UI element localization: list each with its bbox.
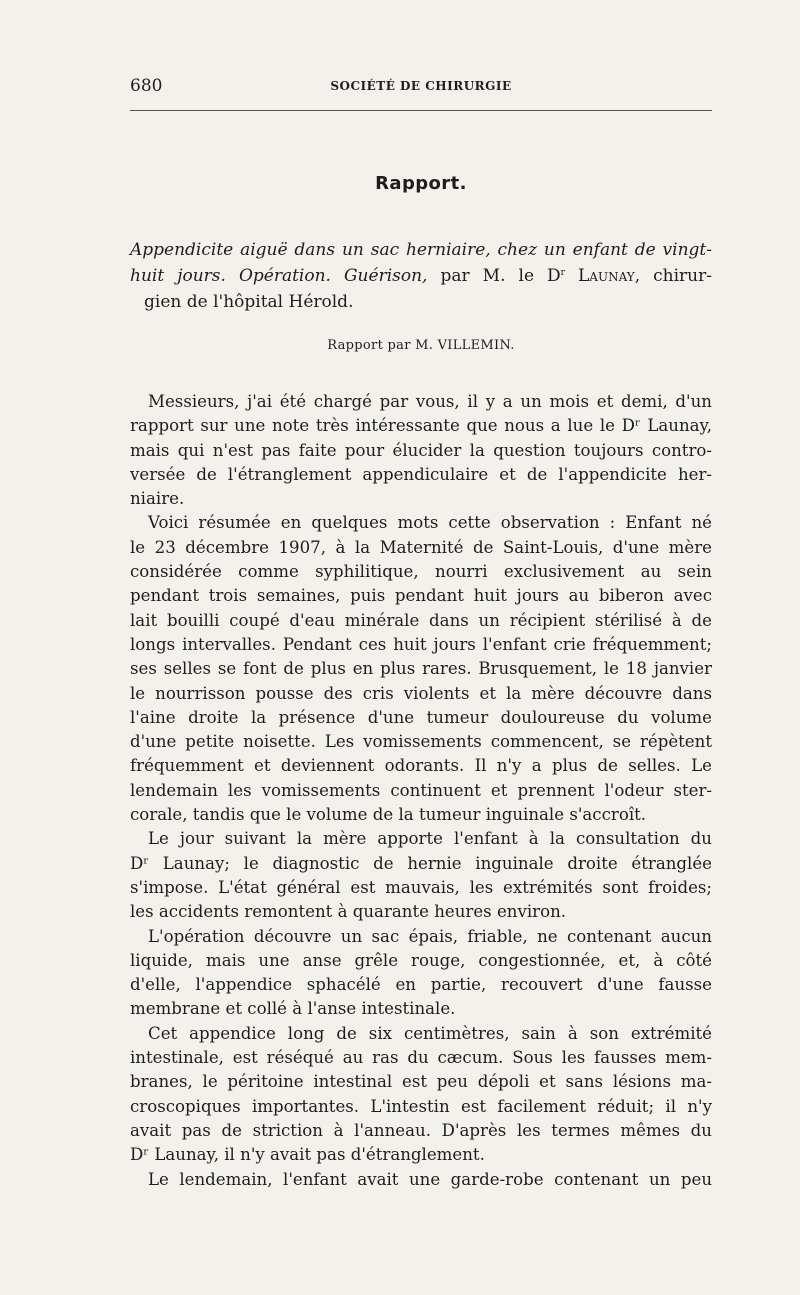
text-line: liquide, mais une anse grêle rouge, congestionnée, et, à côté <box>130 950 712 970</box>
text-line: corale, tandis que le volume de la tumeur inguinale s'accroît. <box>130 805 647 825</box>
text-line: l'aine droite la présence d'une tumeur douloureuse du volume <box>130 707 712 727</box>
paragraph <box>130 925 712 1022</box>
text-line: mais qui n'est pas faite pour élucider la question toujours contro- <box>130 440 712 460</box>
text-line: versée de l'étranglement appendiculaire et de l'appendicite her- <box>130 464 712 484</box>
text-line: niaire. <box>130 489 185 509</box>
report-title-author: Launay <box>564 266 635 286</box>
text-line: d'une petite noisette. Les vomissements commencent, se répètent <box>130 732 712 752</box>
text-line: longs intervalles. Pendant ces huit jours l'enfant crie fréquemment; <box>130 634 712 654</box>
text-line: s'impose. L'état général est mauvais, les extrémités sont froides; <box>130 877 712 897</box>
text-line: intestinale, est réséqué au ras du cæcum. Sous les fausses mem- <box>130 1048 712 1068</box>
text-line: les accidents remontent à quarante heures environ. <box>130 902 567 922</box>
page-number: 680 <box>130 76 163 96</box>
report-title-line-3: gien de l'hôpital Hérold. <box>144 292 354 312</box>
text-line: Le jour suivant la mère apporte l'enfant à la consultation du <box>148 829 712 849</box>
report-byline: Rapport par M. VILLEMIN. <box>327 338 515 353</box>
text-line: lait bouilli coupé d'eau minérale dans un récipient stérilisé à de <box>130 610 712 630</box>
report-title-line-2 <box>130 263 712 289</box>
running-head: SOCIÉTÉ DE CHIRURGIE <box>330 79 512 93</box>
paragraph <box>130 511 712 827</box>
text-line: le nourrisson pousse des cris violents et la mère découvre dans <box>130 683 712 703</box>
text-line: Cet appendice long de six centimètres, sain à son extrémité <box>148 1023 712 1043</box>
text-line: branes, le péritoine intestinal est peu dépoli et sans lésions ma- <box>130 1072 712 1092</box>
text-line: rapport sur une note très intéressante que nous a lue le Dʳ Launay, <box>130 416 712 436</box>
paragraph <box>130 1022 712 1168</box>
report-title-by: par M. le D <box>427 266 561 286</box>
text-line: L'opération découvre un sac épais, friable, ne contenant aucun <box>148 926 712 946</box>
section-title: Rapport. <box>375 173 467 194</box>
report-title-line-1: Appendicite aiguë dans un sac herniaire, chez un enfant de vingt- <box>130 240 712 260</box>
text-line: Dʳ Launay; le diagnostic de hernie inguinale droite étranglée <box>130 853 712 873</box>
report-title-sup: r <box>560 268 565 278</box>
text-line: pendant trois semaines, puis pendant huit jours au biberon avec <box>130 586 712 606</box>
paragraph <box>130 1168 712 1192</box>
report-title <box>130 237 712 315</box>
text-line: Voici résumée en quelques mots cette observation : Enfant né <box>148 513 712 533</box>
text-line: Dʳ Launay, il n'y avait pas d'étranglement. <box>130 1145 485 1165</box>
text-line: fréquemment et deviennent odorants. Il n'y a plus de selles. Le <box>130 756 712 776</box>
text-line: ses selles se font de plus en plus rares. Brusquement, le 18 janvier <box>130 659 712 679</box>
text-line: le 23 décembre 1907, à la Maternité de Saint-Louis, d'une mère <box>130 537 712 557</box>
report-title-italic-part: huit jours. Opération. Guérison, <box>130 266 428 286</box>
text-line: d'elle, l'appendice sphacélé en partie, recouvert d'une fausse <box>130 975 712 995</box>
text-line: Messieurs, j'ai été chargé par vous, il y a un mois et demi, d'un <box>148 392 712 411</box>
page-header <box>130 70 712 111</box>
body-text <box>130 390 712 1192</box>
paragraph <box>130 827 712 924</box>
text-line: Le lendemain, l'enfant avait une garde-robe contenant un peu <box>148 1169 712 1189</box>
text-line: membrane et collé à l'anse intestinale. <box>130 999 456 1019</box>
report-title-role: , chirur- <box>634 266 712 286</box>
text-line: avait pas de striction à l'anneau. D'après les termes mêmes du <box>130 1120 712 1140</box>
text-line: croscopiques importantes. L'intestin est facilement réduit; il n'y <box>130 1096 712 1116</box>
text-line: considérée comme syphilitique, nourri exclusivement au sein <box>130 562 712 582</box>
paragraph <box>130 390 712 511</box>
text-line: lendemain les vomissements continuent et prennent l'odeur ster- <box>130 780 712 800</box>
